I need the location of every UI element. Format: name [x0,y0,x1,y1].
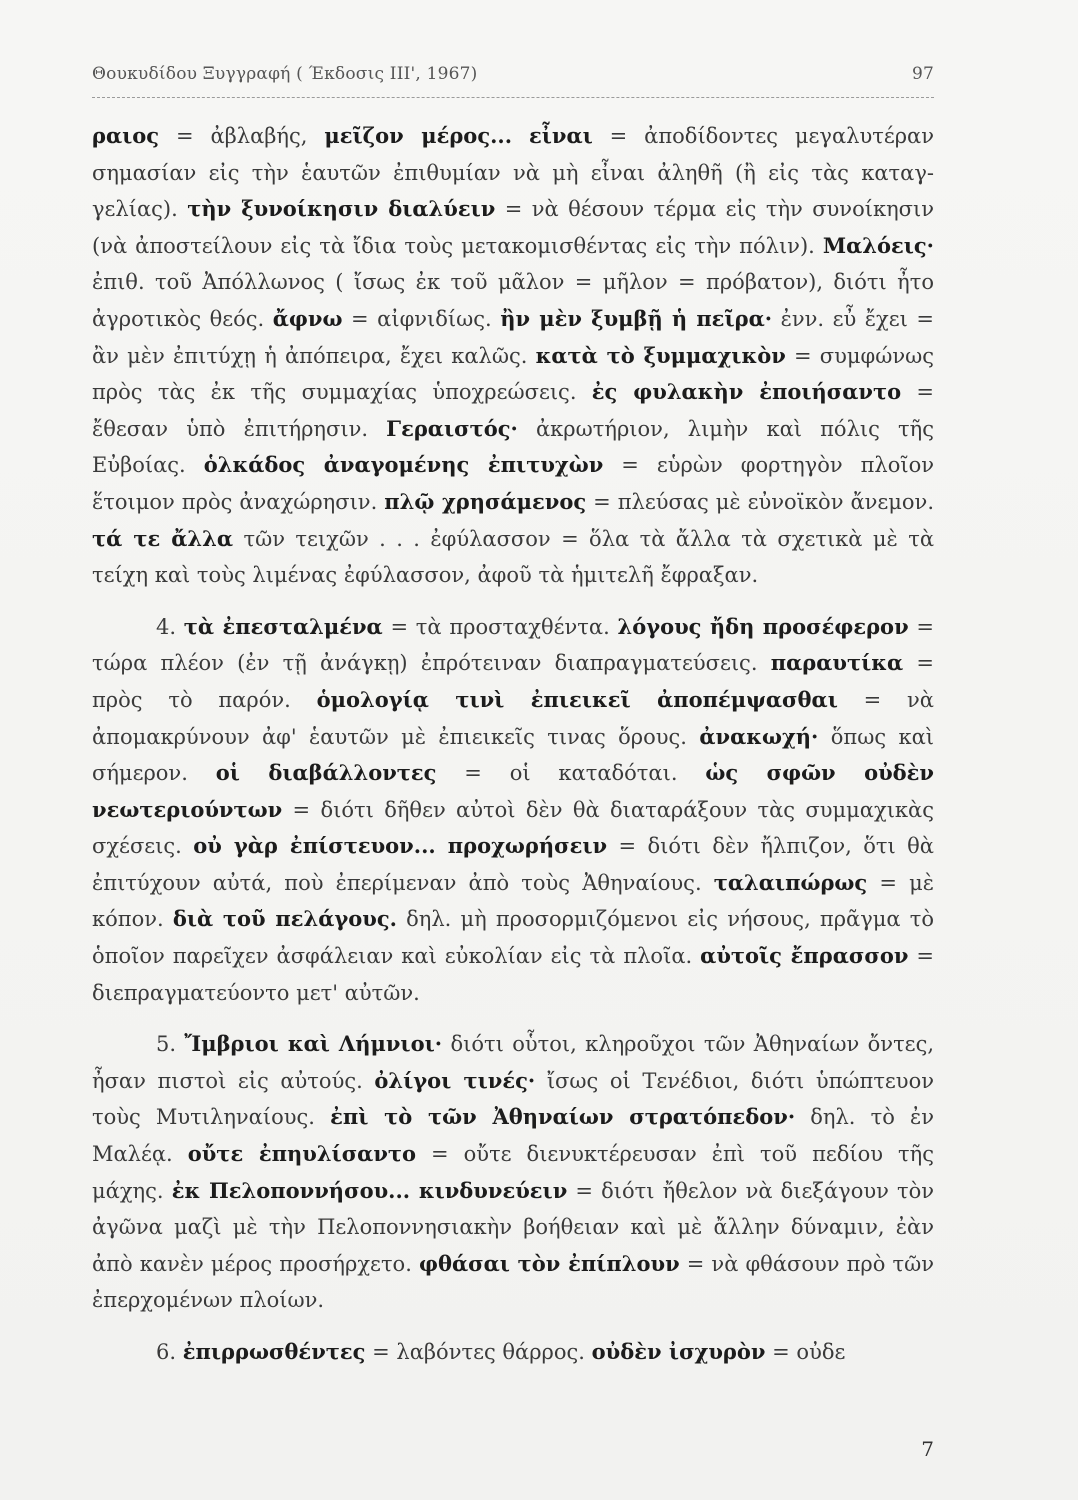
lemma-term: ἄφνω [272,305,343,331]
lemma-term: ἐκ Πελοποννήσου... κινδυνεύειν [171,1177,568,1203]
gloss-text: = διεπραγματεύοντο μετ' αὐτῶν. [92,944,934,1005]
gloss-text: = πλεύσας μὲ εὐνοϊκὸν ἄνεμον. [586,489,934,514]
lemma-term: ἐπὶ τὸ τῶν Ἀθηναίων στρατόπεδον· [330,1104,796,1130]
commentary-paragraph [92,1334,934,1371]
lemma-term: μεῖζον μέρος... [324,123,513,148]
lemma-term: ἐς φυλακὴν ἐποιήσαντο [591,379,902,405]
lemma-term: ὁλκάδος ἀναγομένης ἐπιτυχὼν [203,452,604,478]
gloss-text: ἀκρωτήριον, λιμὴν καὶ πόλις τῆς Εὐβοίας. [92,416,934,478]
signature-mark: 7 [921,1437,934,1461]
gloss-text: δηλ. τὸ ἐν Μαλέᾳ. [92,1105,934,1167]
lemma-term: κατὰ τὸ ξυμμαχικὸν [535,342,786,368]
lemma-term: ὡς σφῶν οὐδὲν νεωτεριούντων [92,760,935,822]
gloss-text: = ἔθεσαν ὑπὸ ἐπιτήρησιν. [92,380,934,441]
gloss-text: = τὰ προσταχθέντα. [382,614,618,639]
lemma-term: οἱ διαβάλλοντες [215,760,437,786]
gloss-text: = νὰ φθάσουν πρὸ τῶν ἐπερχομένων πλοίων. [92,1251,934,1313]
gloss-text: = διότι ἤθελον νὰ διεξάγουν τὸν ἀγῶνα μαζὶ μὲ τὴν Πελοποννησιακὴν βοήθειαν καὶ μὲ ἄλλην δύναμιν, ἐὰν ἀπὸ κανὲν μέρος προσήρχετο. [92,1178,935,1276]
lemma-term: οὐ γὰρ ἐπίστευον... προχωρήσειν [193,833,608,859]
lemma-term: Μαλόεις· [822,232,934,258]
gloss-text: = συμφώνως πρὸς τὰς ἐκ τῆς συμμαχίας ὑποχρεώσεις. [92,343,934,405]
lemma-term: αὐτοῖς ἔπρασσον [700,943,909,969]
gloss-text: = οἱ καταδόται. [436,761,706,786]
gloss-text: = λαβόντες θάρρος. [365,1340,592,1364]
gloss-text: = διότι δῆθεν αὐτοὶ δὲν θὰ διαταράξουν τὰς συμμαχικὰς σχέσεις. [92,797,934,859]
commentary-paragraph [92,609,934,1012]
lemma-term: ραιος [92,123,160,148]
gloss-text: 5. [156,1032,185,1057]
lemma-term: τά τε ἄλλα [92,525,234,551]
lemma-term: ὀλίγοι τινές· [374,1067,536,1093]
lemma-term: πλῷ χρησάμενος [384,488,587,514]
lemma-term: λόγους ἤδη προσέφερον [617,613,909,639]
header-divider [92,97,934,98]
gloss-text: ὅπως καὶ σήμερον. [92,724,934,786]
gloss-text: = διότι δὲν ἤλπιζον, ὅτι θὰ ἐπιτύχουν αὐτά, ποὺ ἐπερίμεναν ἀπὸ τοὺς Ἀθηναίους. [92,834,934,895]
commentary-paragraph [92,1026,934,1319]
gloss-text: = νὰ ἀπομακρύνουν ἀφ' ἑαυτῶν μὲ ἐπιεικεῖς τινας ὅρους. [92,687,934,749]
lemma-term: Γεραιστός· [386,415,518,441]
gloss-text: 6. [156,1340,183,1364]
gloss-text: = ἀβλαβής, [159,124,325,148]
gloss-text: = τώρα πλέον (ἐν τῇ ἀνάγκῃ) ἐπρότειναν διαπραγματεύσεις. [92,614,934,676]
lemma-term: οὐδὲν ἰσχυρὸν [591,1339,766,1364]
lemma-term: διὰ τοῦ πελάγους. [172,906,397,932]
gloss-text: = ἀποδίδοντες μεγαλυτέραν σημασίαν εἰς τὴν ἑαυτῶν ἐπιθυμίαν νὰ μὴ εἶναι ἀληθῆ (ἢ εἰς τὰς καταγγελίας). [92,124,935,222]
lemma-term: Ἴμβριοι καὶ Λήμνιοι· [184,1031,443,1057]
lemma-term: παραυτίκα [770,650,904,676]
gloss-text: = αἰφνιδίως. [342,306,501,331]
page-number: 97 [911,64,934,84]
lemma-term: ὁμολογίᾳ τινὶ ἐπιεικεῖ ἀποπέμψασθαι [316,686,838,712]
gloss-text: τῶν τειχῶν . . . ἐφύλασσον = ὅλα τὰ ἄλλα τὰ σχετικὰ μὲ τὰ τείχη καὶ τοὺς λιμένας ἐφύλασσον, ἀφοῦ τὰ ἡμιτελῆ ἔφραξαν. [92,526,935,588]
gloss-text: = μὲ κόπον. [92,870,934,932]
lemma-term: εἶναι [528,123,593,148]
lemma-term: οὔτε ἐπηυλίσαντο [187,1141,417,1167]
gloss-text: ἐπιθ. τοῦ Ἀπόλλωνος ( ἴσως ἐκ τοῦ μᾶλον = μῆλον = πρόβατον), διότι ἦτο ἀγροτικὸς θεός. [92,270,934,331]
lemma-term: ταλαιπώρως [713,869,868,895]
lemma-term: ἢν μὲν ξυμβῇ ἡ πεῖρα· [500,305,773,331]
lemma-term: τὴν ξυνοίκησιν διαλύειν [187,196,496,222]
lemma-term: τὰ ἐπεσταλμένα [183,613,383,639]
gloss-text: = οὐδε [765,1340,846,1364]
commentary-paragraph [92,118,934,594]
gloss-text: = εὑρὼν φορτηγὸν πλοῖον ἕτοιμον πρὸς ἀναχώρησιν. [92,453,934,514]
lemma-term: ἐπιρρωσθέντες [182,1339,366,1364]
gloss-text: = οὔτε διενυκτέρευσαν ἐπὶ τοῦ πεδίου τῆς μάχης. [92,1142,934,1203]
gloss-text: = πρὸς τὸ παρόν. [92,651,934,712]
gloss-text [512,124,529,148]
lemma-term: φθάσαι τὸν ἐπίπλουν [418,1250,680,1276]
gloss-text: = νὰ θέσουν τέρμα εἰς τὴν συνοίκησιν (νὰ ἀποστείλουν εἰς τὰ ἴδια τοὺς μετακομισθέντας εἰς τὴν πόλιν). [92,197,934,258]
header-title: Θουκυδίδου Ξυγγραφή ( Έκδοσις ΙΙΙ', 1967) [92,64,478,84]
gloss-text: διότι οὗτοι, κληροῦχοι τῶν Ἀθηναίων ὄντες, ἦσαν πιστοὶ εἰς αὐτούς. [92,1032,934,1093]
gloss-text: δηλ. μὴ προσορμιζόμενοι εἰς νήσους, πρᾶγμα τὸ ὁποῖον παρεῖχεν ἀσφάλειαν καὶ εὐκολίαν εἰς τὰ πλοῖα. [92,907,935,969]
commentary-body [92,118,934,1371]
lemma-term: ἀνακωχή· [699,723,819,749]
running-header [92,64,934,94]
gloss-text: ἐνν. εὖ ἔχει = ἂν μὲν ἐπιτύχῃ ἡ ἀπόπειρα, ἔχει καλῶς. [92,306,935,368]
gloss-text: ἴσως οἱ Τενέδιοι, διότι ὑπώπτευον τοὺς Μυτιληναίους. [92,1068,934,1130]
gloss-text: 4. [156,614,184,639]
